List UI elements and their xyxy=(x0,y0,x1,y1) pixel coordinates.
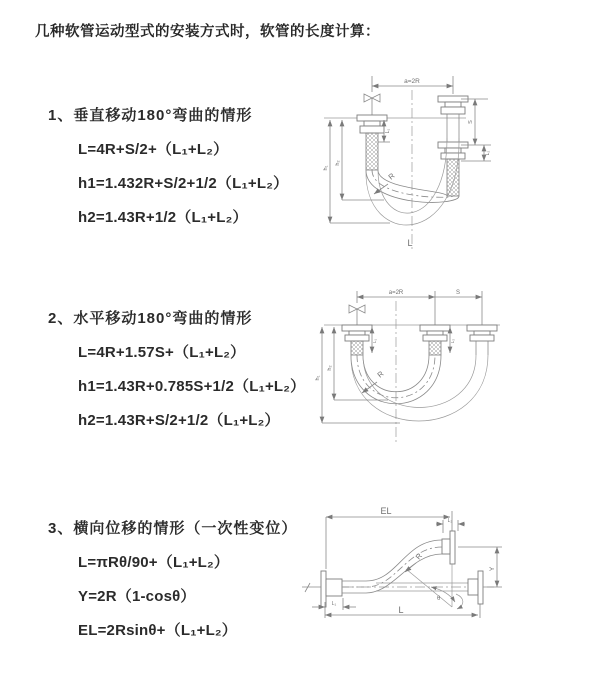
diagram-horizontal-180-bend xyxy=(300,283,600,458)
dim-l1-label: L₁ xyxy=(372,338,377,344)
radius-leader xyxy=(374,184,388,194)
upper-flange-displaced xyxy=(442,531,455,564)
dim-l2-label: L₂ xyxy=(447,518,453,524)
theta-arc-2 xyxy=(456,594,463,609)
section-2-heading: 2、水平移动180°弯曲的情形 xyxy=(48,310,253,327)
radius-leader xyxy=(405,563,416,572)
section-2-formula-h2: h2=1.43R+S/2+1/2（L₁+L₂） xyxy=(78,412,280,429)
section-2 xyxy=(48,307,305,430)
diagram-vertical-180-bend xyxy=(298,68,598,268)
section-3-heading: 3、横向位移的情形（一次性变位） xyxy=(48,520,298,537)
radius-label: R xyxy=(413,551,425,562)
centerline-break-mark xyxy=(302,583,321,592)
page-title: 几种软管运动型式的安装方式时，软管的长度计算： xyxy=(35,24,380,40)
right-upper-flange xyxy=(438,96,468,142)
section-1-formula-h2: h2=1.43R+1/2（L₁+L₂） xyxy=(78,209,248,226)
dim-y-label: Y xyxy=(489,566,496,572)
section-2-formula-l: L=4R+1.57S+（L₁+L₂） xyxy=(78,344,246,361)
dim-h2-label: h₂ xyxy=(335,160,341,166)
dim-l-label: L xyxy=(398,605,404,615)
section-3-formula-l: L=πRθ/90+（L₁+L₂） xyxy=(78,554,230,571)
section-1-formula-h1: h1=1.432R+S/2+1/2（L₁+L₂） xyxy=(78,175,289,192)
diagram-lateral-displacement xyxy=(298,503,600,650)
left-flange xyxy=(357,115,387,170)
length-label: L xyxy=(407,238,413,248)
dim-h1-label: h₁ xyxy=(323,165,329,171)
section-3 xyxy=(48,517,297,640)
dim-h2-label: h₂ xyxy=(327,365,333,371)
dim-l1-label: L₁ xyxy=(385,128,391,134)
section-1-heading: 1、垂直移动180°弯曲的情形 xyxy=(48,107,253,124)
theta-label: θ xyxy=(437,596,441,602)
left-flange xyxy=(342,325,372,355)
theta-radius-line xyxy=(406,569,452,607)
section-2-formula-h1: h1=1.43R+0.785S+1/2（L₁+L₂） xyxy=(78,378,306,395)
radius-leader xyxy=(362,382,377,393)
right-flange-original xyxy=(468,571,483,604)
dim-l2-label: L₂ xyxy=(485,150,491,156)
dim-l1-label: L₁ xyxy=(331,601,337,607)
dim-el-label: EL xyxy=(380,506,392,516)
right-lower-flange xyxy=(438,142,468,196)
radius-label: R xyxy=(386,171,397,182)
section-3-formula-y: Y=2R（1-cosθ） xyxy=(78,588,196,605)
diagram-1-drawing xyxy=(298,68,598,268)
dim-s-label: S xyxy=(455,290,461,296)
hose-upper-wall xyxy=(342,540,442,581)
section-1 xyxy=(48,104,288,227)
dim-l2-label: L₂ xyxy=(450,338,455,344)
right-flange-moved xyxy=(467,325,497,355)
radius-label: R xyxy=(375,369,386,380)
diagram-2-drawing xyxy=(300,283,600,458)
dim-a2r-label: a=2R xyxy=(404,78,420,85)
section-1-formula-l: L=4R+S/2+（L₁+L₂） xyxy=(78,141,229,158)
section-3-formula-el: EL=2Rsinθ+（L₁+L₂） xyxy=(78,622,237,639)
hose-ghost-outer xyxy=(351,355,488,421)
middle-flange xyxy=(420,325,450,355)
dim-h1-label: h₁ xyxy=(315,375,321,381)
dim-a2r-label: a=2R xyxy=(388,290,404,296)
diagram-3-drawing xyxy=(298,503,600,650)
dim-s-label: S xyxy=(468,120,474,124)
